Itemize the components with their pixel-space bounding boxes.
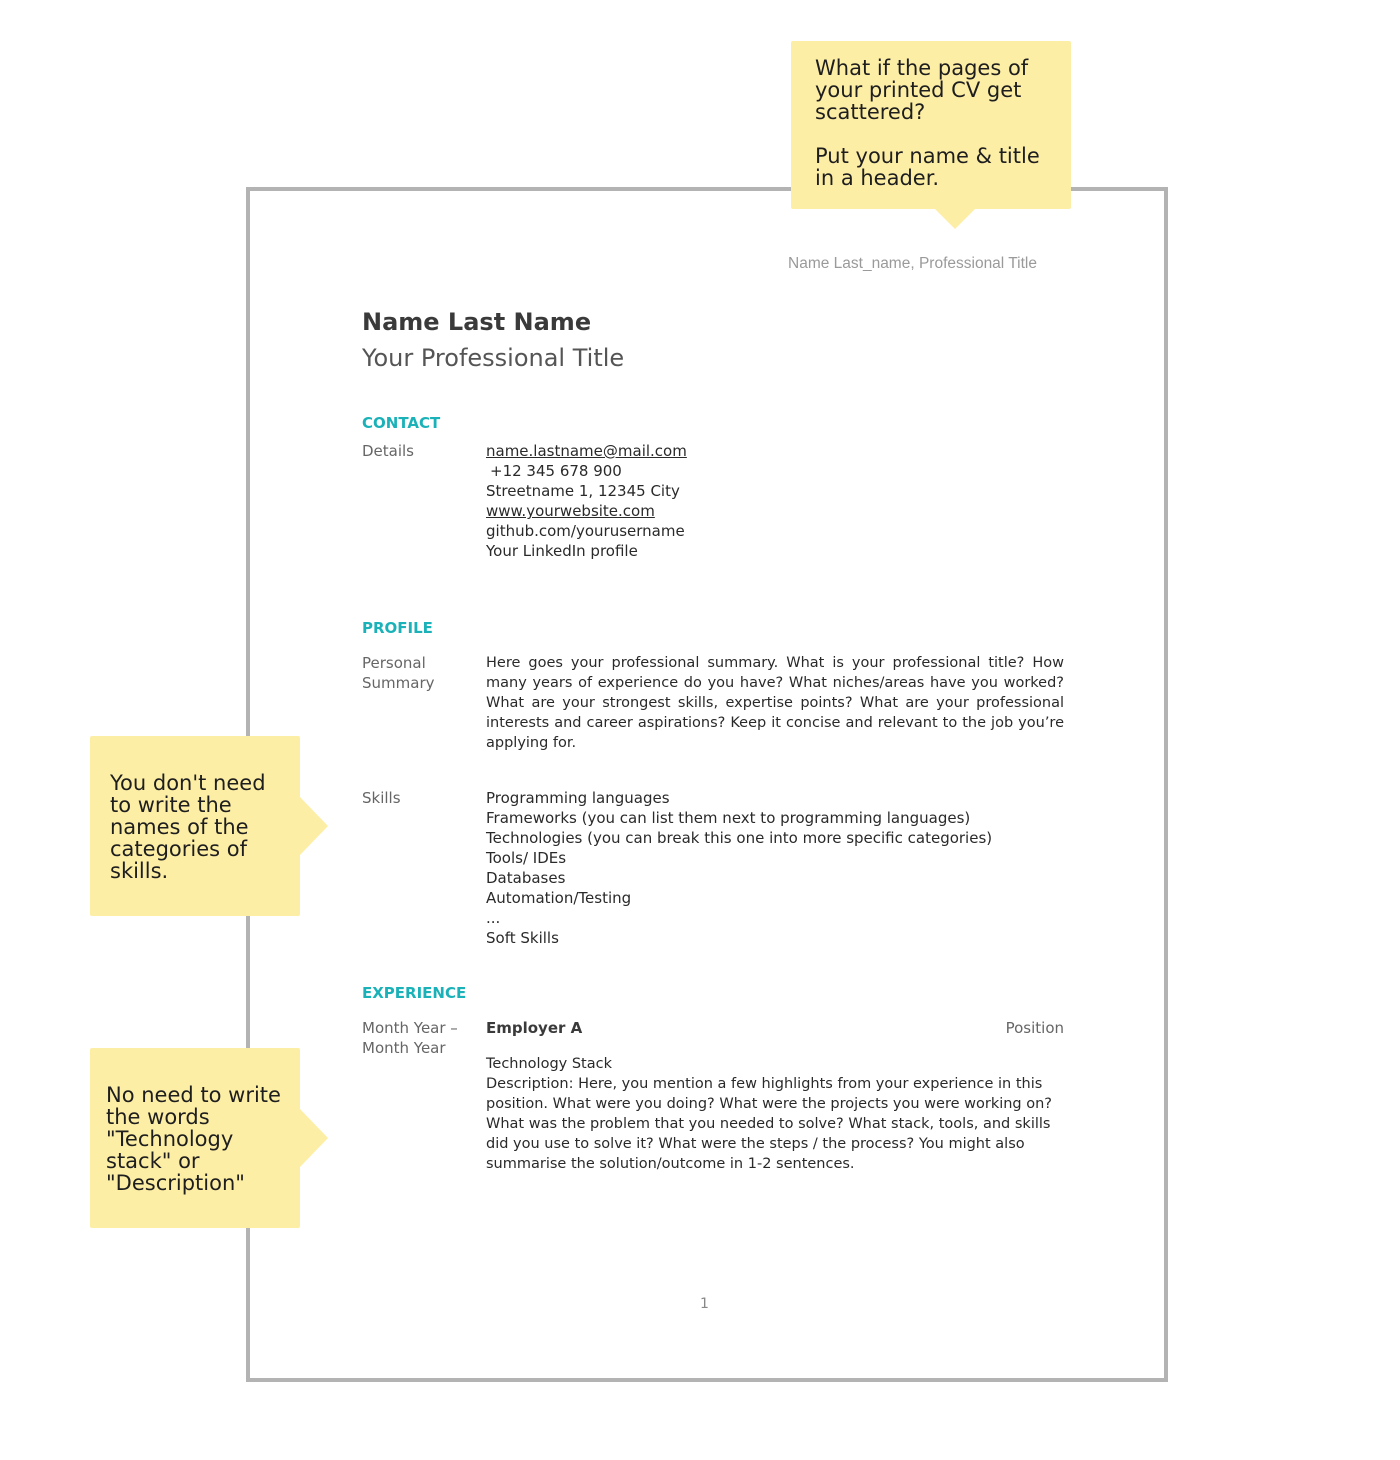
- website-link[interactable]: www.yourwebsite.com: [486, 502, 655, 520]
- skill-item: Tools/ IDEs: [486, 849, 567, 867]
- section-heading-experience: EXPERIENCE: [362, 984, 467, 1002]
- skill-item: Technologies (you can break this one into more specific categories): [486, 829, 993, 847]
- linkedin-text: Your LinkedIn profile: [486, 542, 638, 560]
- skill-item: Databases: [486, 869, 566, 887]
- personal-summary-text: Here goes your professional summary. What is your professional title? How many years of experience do you have? What niches/areas have you worked? What are your strongest skills, expertise points? What are your professional interests and career aspirations? Keep it concise and relevant to the job you’re applying for.: [486, 655, 1064, 751]
- section-heading-contact: CONTACT: [362, 414, 441, 432]
- running-header: Name Last_name, Professional Title: [788, 255, 1037, 272]
- employer-name: Employer A: [486, 1019, 583, 1037]
- skills-tip-text: You don't need to write the names of the categories of skills.: [110, 771, 266, 883]
- experience-dates: Month Year – Month Year: [362, 1019, 458, 1057]
- experience-tip-callout: [90, 1048, 300, 1228]
- experience-description: Description: Here, you mention a few highlights from your experience in this position. What were you doing? What were the projects you were working on? What was the problem that you needed to solve? What stack, tools, and skills did you use to solve it? What were the steps / the process? You might also summarise the solution/outcome in 1-2 sentences.: [486, 1076, 1053, 1172]
- skill-item: ...: [486, 909, 501, 927]
- skills-label: Skills: [362, 789, 401, 807]
- address-text: Streetname 1, 12345 City: [486, 482, 680, 500]
- skill-item: Soft Skills: [486, 929, 559, 947]
- header-tip-text-2: Put your name & title in a header.: [815, 144, 1040, 190]
- technology-stack-text: Technology Stack: [486, 1056, 612, 1072]
- skill-item: Frameworks (you can list them next to programming languages): [486, 809, 971, 827]
- section-heading-profile: PROFILE: [362, 619, 433, 637]
- header-tip-text-1: What if the pages of your printed CV get scattered?: [815, 56, 1029, 124]
- phone-text: +12 345 678 900: [490, 462, 622, 480]
- contact-details: [486, 441, 906, 561]
- contact-details-label: Details: [362, 442, 415, 460]
- position-title: Position: [1005, 1019, 1064, 1037]
- cv-name: Name Last Name: [362, 308, 592, 336]
- skill-item: Programming languages: [486, 789, 670, 807]
- callout-spacer: [815, 123, 1051, 145]
- callout-pointer-right-icon: [300, 797, 328, 855]
- page-number: 1: [700, 1296, 709, 1312]
- callout-pointer-right-icon: [300, 1109, 328, 1167]
- experience-tip-text: No need to write the words "Technology stack" or "Description": [106, 1083, 281, 1195]
- skill-item: Automation/Testing: [486, 889, 632, 907]
- skills-list: [486, 788, 1086, 948]
- personal-summary-label: Personal Summary: [362, 654, 435, 692]
- header-tip-callout: [791, 41, 1071, 209]
- callout-pointer-down-icon: [935, 209, 975, 229]
- github-text: github.com/yourusername: [486, 522, 685, 540]
- experience-details: [486, 1054, 1066, 1174]
- cv-title: Your Professional Title: [362, 344, 625, 372]
- skills-tip-callout: [90, 736, 300, 916]
- email-link[interactable]: name.lastname@mail.com: [486, 442, 687, 460]
